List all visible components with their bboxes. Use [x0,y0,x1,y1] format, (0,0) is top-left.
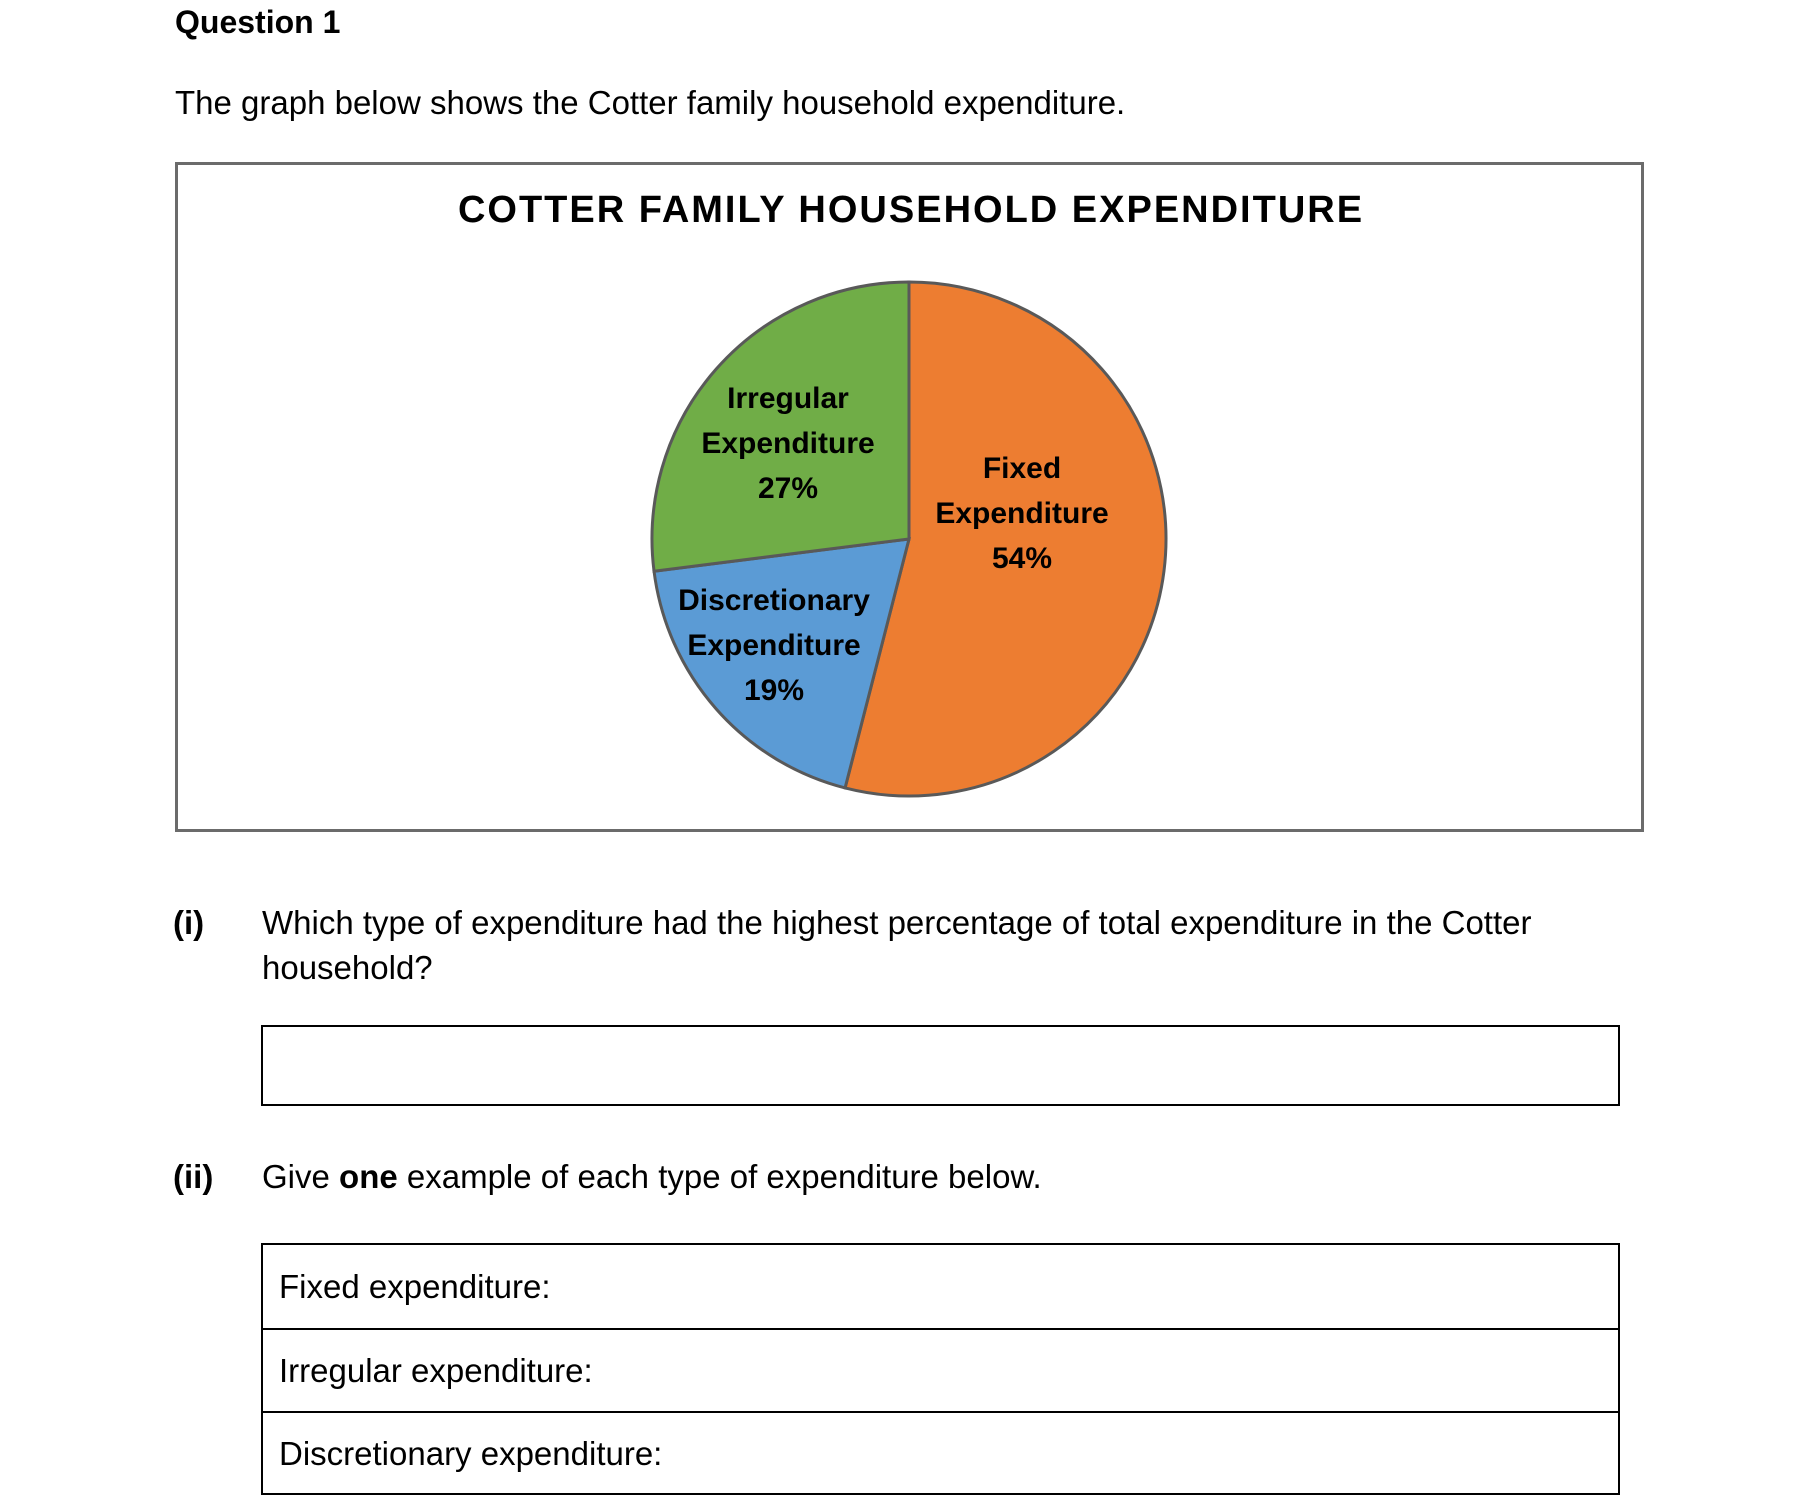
answer-table-question-ii [261,1243,1620,1495]
chart-frame [175,162,1644,832]
answer-row-label: Discretionary expenditure: [279,1434,663,1472]
question-ii-label: (ii) [173,1158,214,1195]
intro-text: The graph below shows the Cotter family household expenditure. [175,84,1126,121]
data-label-discretionary: Discretionary Expenditure 19% [678,584,870,707]
question-heading: Question 1 [175,4,341,40]
answer-box-question-i[interactable] [261,1025,1620,1106]
answer-row-label: Fixed expenditure: [279,1267,551,1305]
data-label-irregular: Irregular Expenditure 27% [701,382,875,505]
data-label-fixed: Fixed Expenditure 54% [935,452,1109,575]
answer-row-label: Irregular expenditure: [279,1351,593,1389]
chart-title: COTTER FAMILY HOUSEHOLD EXPENDITURE [457,189,1365,231]
question-ii-emphasis: one [339,1158,398,1195]
question-i-label: (i) [173,904,205,941]
answer-row-irregular[interactable] [263,1328,1618,1411]
question-ii-text-end: example of each type of expenditure below. [397,1158,1042,1195]
pie-chart [178,165,1641,829]
question-ii-text-start: Give [262,1158,340,1195]
answer-row-fixed[interactable] [263,1245,1618,1328]
question-i-text: Which type of expenditure had the highest percentage of total expenditure in the Cotter household? [262,904,1532,986]
answer-row-discretionary[interactable] [263,1411,1618,1494]
question-ii-text [262,1154,1642,1199]
